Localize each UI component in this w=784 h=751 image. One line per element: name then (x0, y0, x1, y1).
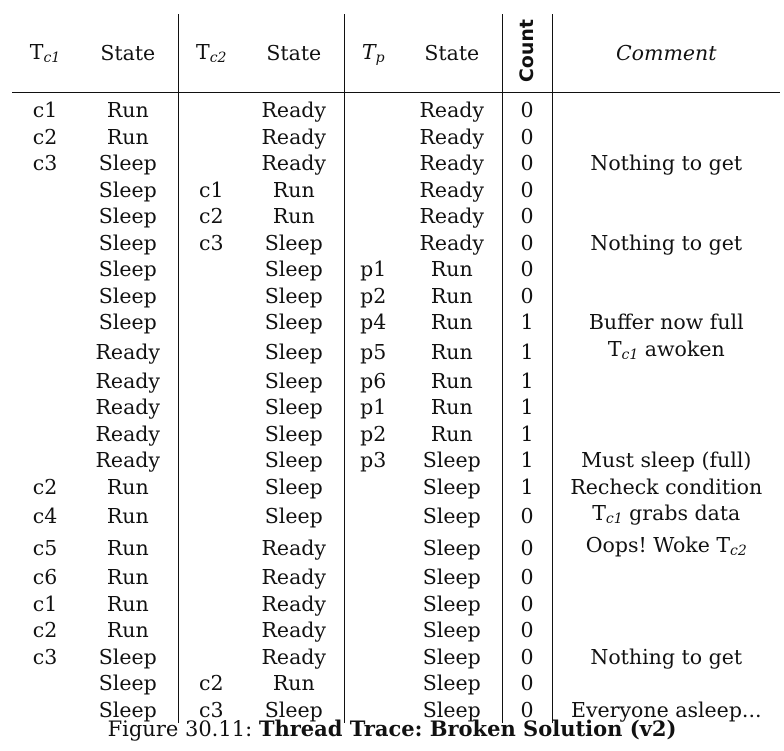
cell-tc1 (12, 203, 78, 230)
table-row (12, 564, 780, 591)
cell-count: 0 (502, 97, 552, 124)
cell-comment: Nothing to get (590, 230, 743, 255)
header-tp: $T_p$ (344, 14, 402, 93)
cell-tc2 (178, 309, 244, 336)
table-row (12, 336, 780, 368)
cell-tp (344, 150, 402, 177)
header-comment: Comment (552, 14, 780, 93)
table-row (12, 97, 780, 124)
cell-tc1 (12, 447, 78, 474)
cell-comment (552, 177, 780, 204)
cell-tp: p3 (360, 448, 387, 473)
cell-comment (552, 564, 780, 591)
table-row (12, 283, 780, 310)
cell-count: 0 (502, 617, 552, 644)
cell-s3: Run (402, 309, 502, 336)
cell-tc2 (178, 532, 244, 564)
cell-tp: p1 (360, 257, 387, 282)
cell-count: 1 (502, 336, 552, 368)
cell-s3: Ready (402, 177, 502, 204)
cell-tc2 (178, 500, 244, 532)
cell-comment: Nothing to get (590, 644, 743, 669)
cell-tc2 (178, 644, 244, 671)
cell-s1: Sleep (78, 697, 178, 724)
cell-s1: Ready (78, 368, 178, 395)
cell-comment (552, 591, 780, 618)
cell-tc1: c1 (32, 591, 58, 616)
header-tc2: $T_{c2}$ (178, 14, 244, 93)
cell-tp (344, 617, 402, 644)
cell-s2: Ready (244, 564, 344, 591)
header-state-2: State (244, 14, 344, 93)
cell-count: 0 (502, 644, 552, 671)
cell-tp (344, 177, 402, 204)
cell-comment (552, 617, 780, 644)
cell-tc1 (12, 309, 78, 336)
cell-tp (344, 500, 402, 532)
cell-s1: Ready (78, 394, 178, 421)
table-header (12, 14, 780, 97)
cell-s2: Sleep (244, 421, 344, 448)
caption-prefix: Figure 30.11: (107, 717, 259, 741)
cell-tc2 (178, 283, 244, 310)
cell-comment (552, 368, 780, 395)
cell-s1: Run (78, 591, 178, 618)
cell-s3: Ready (402, 124, 502, 151)
cell-tp (344, 474, 402, 501)
cell-tc2 (178, 591, 244, 618)
cell-tc2 (178, 336, 244, 368)
cell-tc2 (178, 447, 244, 474)
cell-s1: Sleep (78, 644, 178, 671)
cell-tc2 (178, 97, 244, 124)
cell-s1: Run (78, 564, 178, 591)
cell-comment: Oops! Woke $T_{c2}$ (585, 533, 747, 559)
cell-s1: Run (78, 500, 178, 532)
cell-s3: Ready (402, 150, 502, 177)
cell-s3: Sleep (402, 447, 502, 474)
cell-tc2 (178, 124, 244, 151)
cell-s3: Sleep (402, 500, 502, 532)
cell-tp (344, 230, 402, 257)
cell-comment: Buffer now full (588, 310, 744, 335)
cell-s1: Run (78, 474, 178, 501)
cell-tp: p4 (360, 310, 387, 335)
cell-comment (552, 394, 780, 421)
cell-count: 0 (502, 564, 552, 591)
cell-tc2 (178, 564, 244, 591)
table-row (12, 670, 780, 697)
cell-s1: Ready (78, 447, 178, 474)
cell-s3: Sleep (402, 644, 502, 671)
cell-s2: Sleep (244, 283, 344, 310)
table-row (12, 591, 780, 618)
cell-tc1 (12, 368, 78, 395)
cell-comment (552, 124, 780, 151)
cell-s1: Run (78, 124, 178, 151)
cell-tc2 (178, 150, 244, 177)
cell-count: 0 (502, 670, 552, 697)
cell-s2: Sleep (244, 447, 344, 474)
cell-tp (344, 644, 402, 671)
cell-s3: Run (402, 368, 502, 395)
cell-tc1: c2 (32, 474, 58, 499)
cell-tc2 (178, 617, 244, 644)
cell-s3: Ready (402, 97, 502, 124)
cell-count: 0 (502, 124, 552, 151)
cell-s1: Sleep (78, 177, 178, 204)
cell-s3: Run (402, 283, 502, 310)
cell-tc1: c6 (32, 565, 58, 590)
cell-comment (552, 670, 780, 697)
cell-count: 0 (502, 697, 552, 724)
table-row (12, 150, 780, 177)
cell-comment (552, 256, 780, 283)
table-body (12, 97, 780, 723)
cell-comment: $T_{c1}$ grabs data (592, 501, 741, 527)
cell-tc1: c3 (32, 644, 58, 669)
cell-s2: Ready (244, 617, 344, 644)
cell-count: 0 (502, 591, 552, 618)
table-row (12, 203, 780, 230)
cell-s2: Ready (244, 591, 344, 618)
cell-tc2: c1 (198, 177, 224, 202)
cell-count: 0 (502, 177, 552, 204)
table-row (12, 447, 780, 474)
cell-count: 0 (502, 203, 552, 230)
cell-s2: Ready (244, 97, 344, 124)
cell-count: 1 (502, 447, 552, 474)
cell-s2: Sleep (244, 309, 344, 336)
cell-s2: Sleep (244, 336, 344, 368)
cell-s3: Sleep (402, 474, 502, 501)
cell-s1: Sleep (78, 283, 178, 310)
cell-tc1 (12, 230, 78, 257)
cell-comment: Must sleep (full) (581, 448, 752, 473)
cell-s2: Ready (244, 124, 344, 151)
cell-tc2 (178, 421, 244, 448)
cell-s3: Ready (402, 230, 502, 257)
cell-s1: Run (78, 532, 178, 564)
cell-count: 0 (502, 500, 552, 532)
cell-s2: Sleep (244, 474, 344, 501)
cell-tp (344, 124, 402, 151)
table-row (12, 177, 780, 204)
cell-count: 1 (502, 394, 552, 421)
cell-tp (344, 564, 402, 591)
cell-tc1 (12, 283, 78, 310)
thread-trace-table (12, 14, 780, 723)
cell-s2: Run (244, 203, 344, 230)
cell-tc2: c2 (198, 204, 224, 229)
cell-tc2 (178, 394, 244, 421)
table-row (12, 421, 780, 448)
table-row (12, 500, 780, 532)
cell-tp: p1 (360, 395, 387, 420)
cell-tp (344, 97, 402, 124)
cell-tc1 (12, 670, 78, 697)
table-row (12, 617, 780, 644)
cell-s3: Ready (402, 203, 502, 230)
table-row (12, 474, 780, 501)
cell-s1: Run (78, 617, 178, 644)
cell-tc2 (178, 368, 244, 395)
cell-s1: Run (78, 97, 178, 124)
cell-s1: Sleep (78, 309, 178, 336)
cell-s2: Sleep (244, 394, 344, 421)
cell-count: 1 (502, 309, 552, 336)
cell-tp (344, 670, 402, 697)
cell-s2: Ready (244, 532, 344, 564)
cell-tc1 (12, 177, 78, 204)
cell-tp: p6 (360, 368, 387, 393)
cell-tc1: c4 (32, 504, 58, 528)
cell-comment (552, 283, 780, 310)
cell-s1: Sleep (78, 670, 178, 697)
cell-s1: Sleep (78, 203, 178, 230)
cell-s3: Run (402, 421, 502, 448)
cell-s1: Sleep (78, 150, 178, 177)
cell-tp: p5 (360, 339, 387, 364)
cell-tc1 (12, 256, 78, 283)
header-tc1: $T_{c1}$ (12, 14, 78, 93)
cell-count: 0 (502, 532, 552, 564)
cell-s1: Sleep (78, 256, 178, 283)
cell-count: 1 (502, 474, 552, 501)
cell-s1: Ready (78, 421, 178, 448)
header-state-3: State (402, 14, 502, 93)
cell-s3: Sleep (402, 697, 502, 724)
cell-tc2 (178, 474, 244, 501)
cell-s2: Sleep (244, 368, 344, 395)
table-row (12, 256, 780, 283)
cell-count: 0 (502, 256, 552, 283)
cell-tc1 (12, 394, 78, 421)
cell-tc2: c3 (198, 230, 224, 255)
cell-tc1: c2 (32, 618, 58, 643)
cell-s2: Run (244, 670, 344, 697)
cell-s2: Sleep (244, 230, 344, 257)
cell-tc2: c3 (198, 697, 224, 722)
header-count: Count (502, 14, 552, 93)
cell-tc1: c3 (32, 151, 58, 176)
cell-count: 1 (502, 421, 552, 448)
cell-tc1: c1 (32, 98, 58, 123)
cell-comment: Recheck condition (570, 474, 763, 499)
cell-count: 1 (502, 368, 552, 395)
cell-tc1: c2 (32, 124, 58, 149)
cell-s2: Sleep (244, 697, 344, 724)
table-row (12, 532, 780, 564)
cell-comment: Everyone asleep... (571, 697, 762, 722)
cell-comment (552, 203, 780, 230)
cell-comment (552, 97, 780, 124)
table-row (12, 368, 780, 395)
cell-s2: Run (244, 177, 344, 204)
cell-s1: Ready (78, 336, 178, 368)
cell-s2: Sleep (244, 256, 344, 283)
cell-s2: Sleep (244, 500, 344, 532)
cell-tp (344, 591, 402, 618)
table-row (12, 309, 780, 336)
cell-s2: Ready (244, 644, 344, 671)
cell-s3: Run (402, 394, 502, 421)
cell-tc1 (12, 336, 78, 368)
cell-s3: Run (402, 336, 502, 368)
cell-tc2 (178, 256, 244, 283)
cell-comment (552, 421, 780, 448)
table-row (12, 394, 780, 421)
caption-title: Thread Trace: Broken Solution (v2) (258, 716, 677, 741)
cell-s3: Sleep (402, 591, 502, 618)
cell-tc1: c5 (32, 536, 58, 560)
cell-s3: Sleep (402, 564, 502, 591)
figure-caption (0, 716, 784, 741)
header-state-1: State (78, 14, 178, 93)
cell-count: 0 (502, 150, 552, 177)
cell-s1: Sleep (78, 230, 178, 257)
cell-comment: Nothing to get (590, 151, 743, 176)
cell-tc1 (12, 421, 78, 448)
cell-s2: Ready (244, 150, 344, 177)
cell-s3: Sleep (402, 617, 502, 644)
cell-count: 0 (502, 283, 552, 310)
cell-s3: Run (402, 256, 502, 283)
cell-tc2: c2 (198, 671, 224, 696)
cell-comment: $T_{c1}$ awoken (607, 336, 725, 363)
cell-tp: p2 (360, 421, 387, 446)
table-row (12, 644, 780, 671)
cell-count: 0 (502, 230, 552, 257)
cell-tp (344, 203, 402, 230)
cell-tp: p2 (360, 283, 387, 308)
cell-s3: Sleep (402, 532, 502, 564)
table-row (12, 230, 780, 257)
cell-tp (344, 532, 402, 564)
table-row (12, 124, 780, 151)
cell-s3: Sleep (402, 670, 502, 697)
